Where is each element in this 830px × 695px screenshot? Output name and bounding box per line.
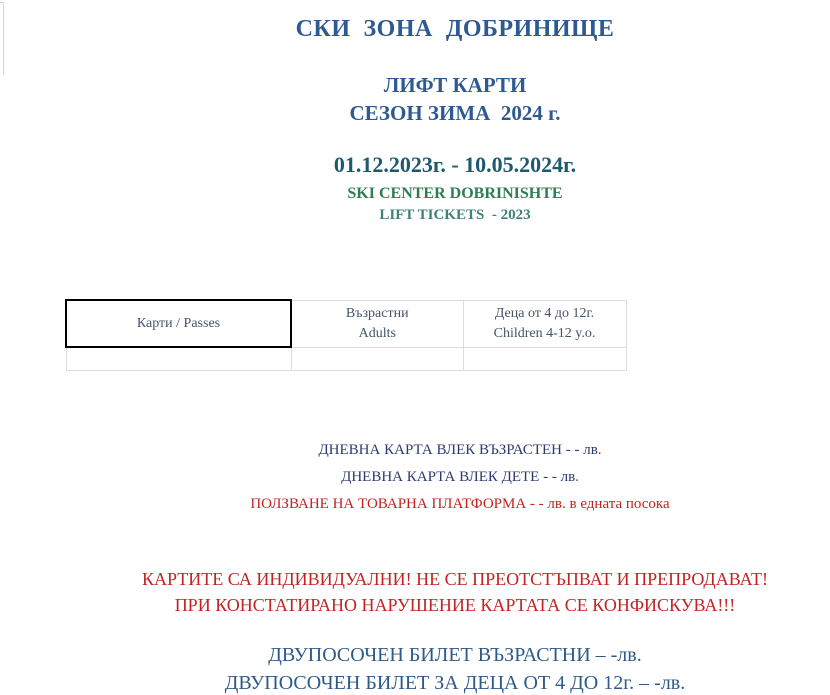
header-cell-children xyxy=(463,300,626,347)
header-children-bg: Деца от 4 до 12г. xyxy=(494,305,595,321)
price-line-cargo-platform: ПОЛЗВАНЕ НА ТОВАРНА ПЛАТФОРМА - - лв. в едната посока xyxy=(250,496,670,512)
passes-table xyxy=(65,299,627,371)
passes-table-header-row xyxy=(66,300,626,347)
round-trip-adult-line: ДВУПОСОЧЕН БИЛЕТ ВЪЗРАСТНИ – -лв. xyxy=(268,644,642,666)
header-cell-passes-label: Карти / Passes xyxy=(136,315,221,331)
warning-individual-cards: КАРТИТЕ СА ИНДИВИДУАЛНИ! НЕ СЕ ПРЕОТСТЪПВАТ И ПРЕПРОДАВАТ! xyxy=(142,569,768,589)
ski-center-name-en: SKI CENTER DOBRINISHTE xyxy=(347,185,563,202)
header-children-en: Children 4-12 y.o. xyxy=(493,325,596,341)
empty-cell-children xyxy=(463,347,626,370)
header-cell-passes xyxy=(66,300,291,347)
round-trip-child-line: ДВУПОСОЧЕН БИЛЕТ ЗА ДЕЦА ОТ 4 ДО 12г. – -лв. xyxy=(224,672,686,694)
price-child-day-text: ДНЕВНА КАРТА ВЛЕК ДЕТЕ - - лв xyxy=(341,469,576,485)
page-title: СКИ ЗОНА ДОБРИНИЩЕ xyxy=(295,16,615,42)
price-adult-day-dot: . xyxy=(597,442,602,458)
passes-table-empty-row xyxy=(66,347,626,370)
subtitle-season: СЕЗОН ЗИМА 2024 г. xyxy=(349,101,561,125)
price-line-child-day-card xyxy=(85,469,830,486)
price-adult-day-text: ДНЕВНА КАРТА ВЛЕК ВЪЗРАСТЕН - - лв xyxy=(318,442,598,458)
price-child-day-dot: . xyxy=(575,469,579,485)
lift-tickets-label-en: LIFT TICKETS - 2023 xyxy=(379,207,531,223)
page-edge-line xyxy=(0,2,4,75)
header-cell-adults xyxy=(291,300,463,347)
empty-cell-passes xyxy=(66,347,291,370)
header-adults-bg: Възрастни xyxy=(345,305,409,321)
subtitle-lift-cards: ЛИФТ КАРТИ xyxy=(383,73,527,97)
season-date-range: 01.12.2023г. - 10.05.2024г. xyxy=(333,152,577,177)
empty-cell-adults xyxy=(291,347,463,370)
price-line-adult-day-card xyxy=(85,442,830,459)
header-adults-en: Adults xyxy=(358,325,396,341)
warning-confiscation: ПРИ КОНСТАТИРАНО НАРУШЕНИЕ КАРТАТА СЕ КОНФИСКУВА!!! xyxy=(174,595,736,615)
